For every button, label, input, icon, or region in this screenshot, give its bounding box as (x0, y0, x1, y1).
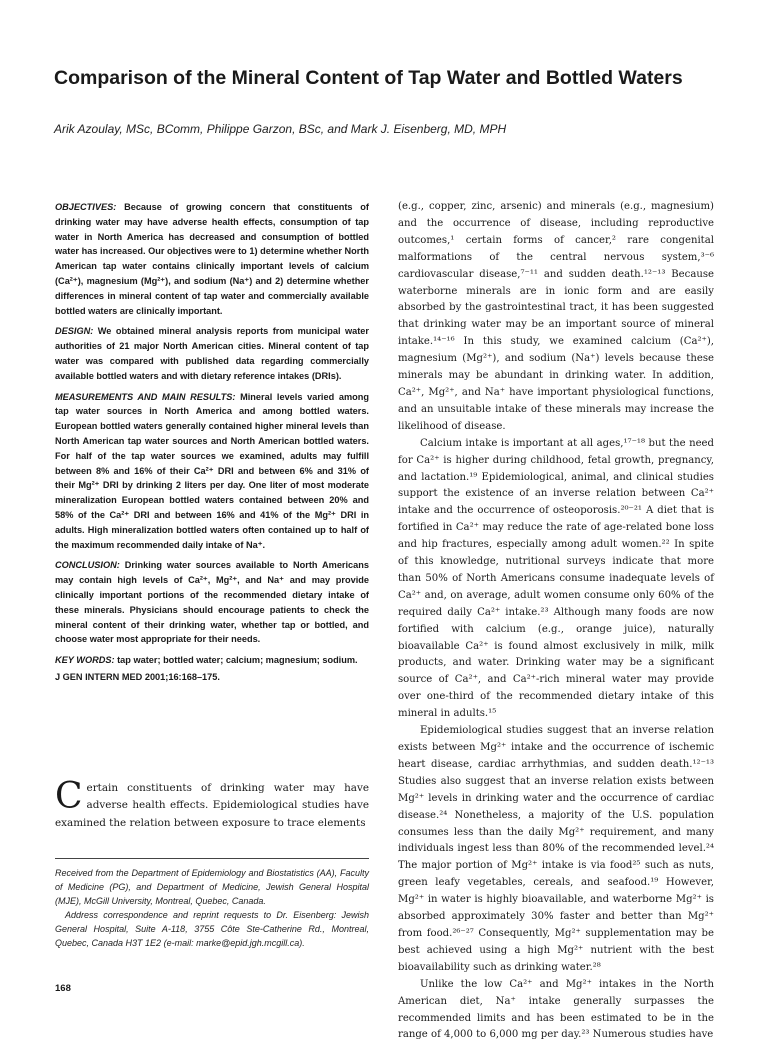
abstract-conclusion (55, 558, 369, 647)
keywords-label: KEY WORDS: (55, 655, 115, 666)
conclusion-label: CONCLUSION: (55, 560, 120, 571)
measurements-text: Mineral levels varied among tap water sources in North America and among bottled waters. European bottled waters generally contained higher mineral levels than North American tap water sources and North American bottled waters. For half of the tap water sources we examined, adults may fulfill between 8% and 16% of their Ca²⁺ DRI and between 6% and 31% of their Mg²⁺ DRI by drinking 2 liters per day. One liter of most moderate mineralization European bottled waters contained between 20% and 58% of the Ca²⁺ DRI and between 16% and 41% of the Mg²⁺ DRI in adults. High mineralization bottled waters often contained up to half of the maximum recommended daily intake of Na⁺. (55, 391, 369, 550)
objectives-text: Because of growing concern that constituents of drinking water may have adverse health effects, consumption of tap water in North America has decreased and consumption of bottled water has increased. Our objectives were to 1) determine whether North American tap water contains clinically important levels of calcium (Ca²⁺), magnesium (Mg²⁺), and sodium (Na⁺) and 2) determine whether differences in mineral content of tap water and commercially available bottled waters are clinically important. (55, 202, 369, 316)
abstract-measurements (55, 390, 369, 553)
paragraph-magnesium: Epidemiological studies suggest that an inverse relation exists between Mg²⁺ intake and the occurrence of ischemic heart disease, cardiac arrhythmias, and sudden death.¹²⁻¹³ Studies also suggest that an inverse relation exists between Mg²⁺ levels in drinking water and the occurrence of cardiac disease.²⁴ Nonetheless, a majority of the U.S. population consumes less than the daily Mg²⁺ requirement, and many individuals ingest less than 80% of the recommended level.²⁴ The major portion of Mg²⁺ intake is via food²⁵ such as nuts, green leafy vegetables, cereals, and seafood.¹⁹ However, Mg²⁺ in water is highly bioavailable, and waterborne Mg²⁺ is absorbed approximately 30% faster and better than Mg²⁺ from food.²⁶⁻²⁷ Consequently, Mg²⁺ supplementation may be best achieved using a high Mg²⁺ nutrient with the best bioavailability such as drinking water.²⁸ (398, 725, 714, 973)
drop-cap: C (55, 776, 83, 817)
design-label: DESIGN: (55, 326, 94, 337)
abstract-design (55, 324, 369, 383)
body-right-column (398, 199, 714, 1044)
measurements-label: MEASUREMENTS AND MAIN RESULTS: (55, 391, 236, 402)
footnote-received: Received from the Department of Epidemiology and Biostatistics (AA), Faculty of Medicine (PG), and Department of Medicine, Jewish General Hospital (MJE), McGill University, Montreal, Quebec, Canada. (55, 868, 369, 906)
intro-paragraph (55, 776, 369, 832)
intro-text: ertain constituents of drinking water may have adverse health effects. Epidemiological studies have examined the relation between exposure to trace elements (55, 782, 369, 829)
paragraph-calcium: Calcium intake is important at all ages,¹⁷⁻¹⁸ but the need for Ca²⁺ is higher during childhood, fetal growth, pregnancy, and lactation.¹⁹ Epidemiological, animal, and clinical studies support the existence of an inverse relation between Ca²⁺ intake and the occurrence of osteoporosis.²⁰⁻²¹ A diet that is fortified in Ca²⁺ may reduce the rate of age-related bone loss and hip fractures, especially among adult women.²² In spite of this knowledge, nutritional surveys indicate that more than 50% of North Americans consume inadequate levels of Ca²⁺ and, on average, adult women consume only 60% of the required daily Ca²⁺ intake.²³ Although many foods are now fortified with calcium (e.g., orange juice), naturally bioavailable Ca²⁺ is found almost exclusively in milk, milk products, and water. Drinking water may be a significant source of Ca²⁺, and Ca²⁺-rich mineral water may provide over one-third of the recommended dietary intake of this mineral in adults.¹⁵ (398, 437, 714, 720)
abstract-objectives (55, 200, 369, 318)
keywords-text: tap water; bottled water; calcium; magnesium; sodium. (117, 655, 358, 666)
journal-reference: J GEN INTERN MED 2001;16:168–175. (55, 671, 220, 682)
paragraph-trace-elements: (e.g., copper, zinc, arsenic) and minerals (e.g., magnesium) and the occurrence of disease, including reproductive outcomes,¹ certain forms of cancer,² rare congenital malformations of the central nervous system,³⁻⁶ cardiovascular disease,⁷⁻¹¹ and sudden death.¹²⁻¹³ Because waterborne minerals are in ionic form and are easily absorbed by the gastrointestinal tract, it has been suggested that drinking water may be an important source of mineral intake.¹⁴⁻¹⁶ In this study, we examined calcium (Ca²⁺), magnesium (Mg²⁺), and sodium (Na⁺) levels because these minerals may be abundant in drinking water. In addition, Ca²⁺, Mg²⁺, and Na⁺ have important physiological functions, and an unsuitable intake of these minerals may increase the likelihood of disease. (398, 201, 714, 432)
design-text: We obtained mineral analysis reports from municipal water authorities of 21 major North American cities. Mineral content of tap water was compared with published data regarding commercially available bottled waters and with dietary reference intakes (DRIs). (55, 326, 369, 381)
footnote-divider (55, 858, 369, 859)
article-title: Comparison of the Mineral Content of Tap Water and Bottled Waters (54, 67, 683, 89)
author-list: Arik Azoulay, MSc, BComm, Philippe Garzon, BSc, and Mark J. Eisenberg, MD, MPH (54, 122, 507, 136)
conclusion-text: Drinking water sources available to North Americans may contain high levels of Ca²⁺, Mg²⁺, and Na⁺ and may provide clinically important portions of the recommended dietary intake of these minerals. Physicians should encourage patients to check the mineral content of their drinking water, whether tap or bottled, and choose water most appropriate for their needs. (55, 560, 369, 645)
footnote-correspondence: Address correspondence and reprint requests to Dr. Eisenberg: Jewish General Hospital, Suite A-118, 3755 Côte Ste-Catherine Rd., Montreal, Quebec, Canada H3T 1E2 (e-mail: marke@epid.jgh.mcgill.ca). (55, 910, 369, 948)
objectives-label: OBJECTIVES: (55, 202, 117, 212)
abstract (55, 200, 369, 684)
paragraph-sodium: Unlike the low Ca²⁺ and Mg²⁺ intakes in the North American diet, Na⁺ intake generally surpasses the recommended limits and has been estimated to be in the range of 4,000 to 6,000 mg per day.²³ Numerous studies have (398, 978, 714, 1041)
page-number: 168 (55, 983, 71, 994)
footnote (55, 866, 369, 950)
abstract-keywords (55, 653, 369, 668)
